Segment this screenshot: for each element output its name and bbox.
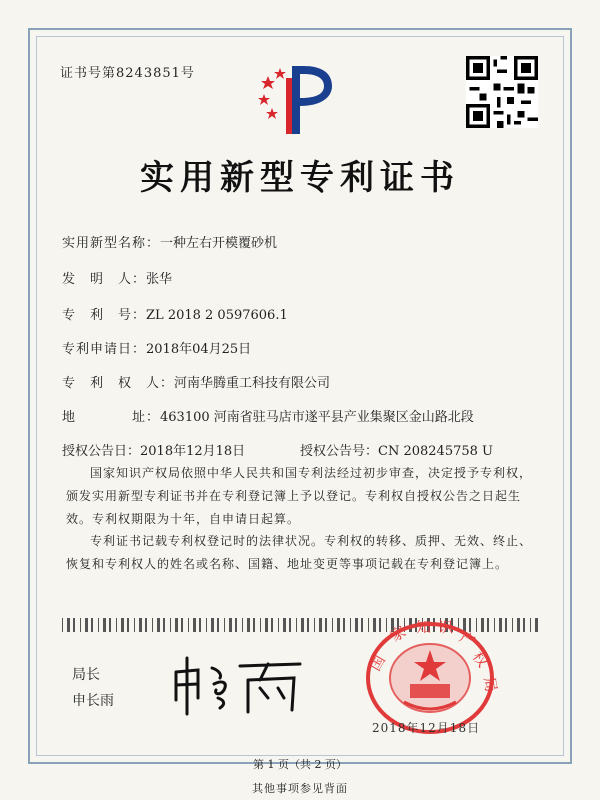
field-label: 专 利 权 人： (62, 376, 175, 391)
field-address (62, 406, 474, 425)
body-paragraph-1: 国家知识产权局依照中华人民共和国专利法经过初步审查，决定授予专利权，颁发实用新型专利证书并在专利登记簿上予以登记。专利权自授权公告之日起生效。专利权期限为十年，自申请日起算。 (66, 466, 533, 526)
publication-number (300, 440, 493, 459)
svg-text:产: 产 (456, 627, 479, 651)
certificate-number: 证书号第8243851号 (60, 66, 195, 81)
qr-code-icon (466, 56, 538, 128)
field-application-date (62, 338, 251, 357)
field-value: 2018年12月18日 (140, 444, 246, 459)
certificate-title: 实用新型专利证书 (140, 158, 460, 198)
footer-note: 其他事项参见背面 (252, 782, 348, 795)
svg-text:知: 知 (416, 620, 432, 636)
svg-text:局: 局 (480, 675, 500, 694)
director-signature-icon (168, 650, 308, 720)
field-label: 授权公告号： (300, 444, 379, 459)
field-label: 专 利 号： (62, 308, 147, 323)
grant-date (62, 440, 245, 459)
seal-date: 2018年12月18日 (372, 721, 481, 735)
field-label: 地 址： (62, 410, 161, 425)
patent-office-emblem-icon (258, 60, 338, 138)
field-label: 专利申请日： (62, 342, 147, 357)
field-value: 一种左右开模覆砂机 (160, 236, 278, 251)
field-value: CN 208245758 U (378, 444, 493, 459)
field-patentee (62, 372, 330, 391)
field-design-name (62, 232, 277, 251)
svg-text:识: 识 (438, 620, 454, 636)
director-name: 申长雨 (72, 693, 114, 709)
field-value: 463100 河南省驻马店市遂平县产业集聚区金山路北段 (160, 410, 474, 425)
field-patent-number (62, 304, 288, 323)
field-value: 2018年04月25日 (146, 342, 252, 357)
director-title: 局长 (72, 667, 100, 683)
svg-text:国: 国 (365, 651, 389, 674)
field-label: 授权公告日： (62, 444, 141, 459)
field-inventor (62, 268, 172, 287)
svg-text:家: 家 (387, 622, 410, 646)
svg-text:权: 权 (468, 647, 493, 671)
field-value: ZL 2018 2 0597606.1 (146, 308, 288, 323)
body-paragraph-2: 专利证书记载专利权登记时的法律状况。专利权的转移、质押、无效、终止、恢复和专利权人的姓名或名称、国籍、地址变更等事项记载在专利登记簿上。 (66, 534, 533, 571)
field-label: 发 明 人： (62, 272, 147, 287)
field-label: 实用新型名称： (62, 236, 161, 251)
field-value: 河南华腾重工科技有限公司 (174, 376, 331, 391)
page-number: 第 1 页（共 2 页） (253, 758, 347, 771)
field-value: 张华 (146, 272, 173, 287)
